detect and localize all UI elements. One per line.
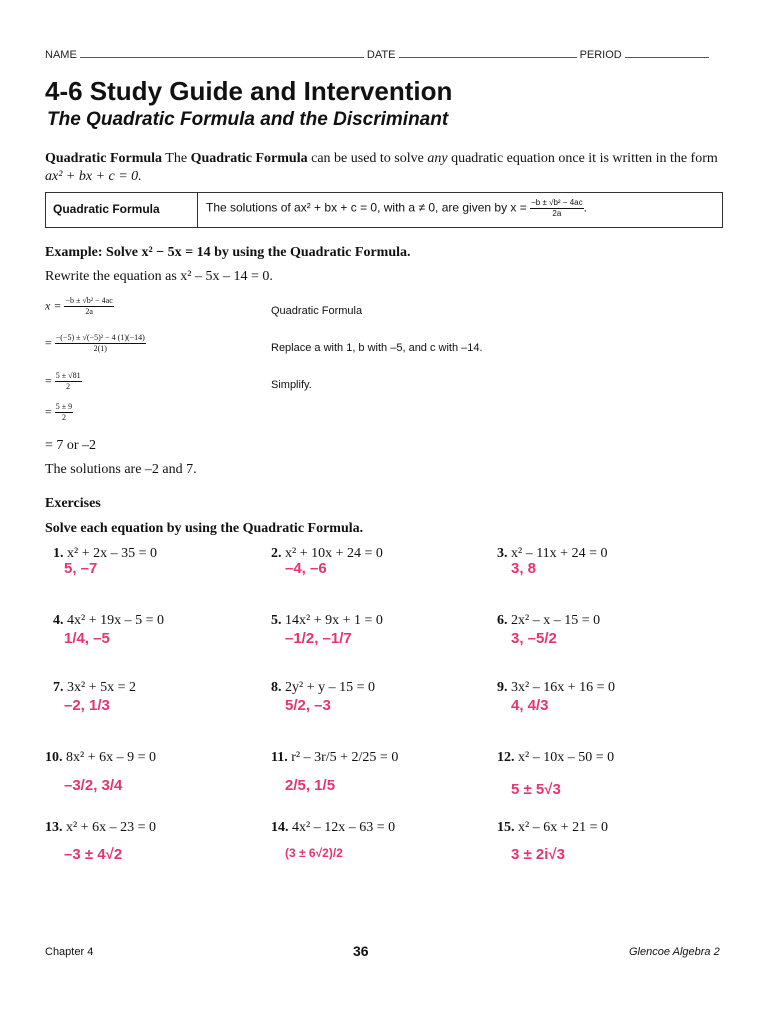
exercise-number: 6. — [497, 613, 508, 628]
formula-box-label: Quadratic Formula — [53, 202, 160, 216]
exercise-equation: r² – 3r/5 + 2/25 = 0 — [291, 750, 399, 765]
exercise-equation: x² – 6x + 21 = 0 — [518, 820, 608, 835]
exercise-item — [497, 613, 600, 629]
exercise-answer: 5/2, –3 — [285, 697, 331, 714]
step-denominator: 2(1) — [93, 344, 107, 353]
formula-box — [45, 192, 723, 228]
exercise-answer: –3/2, 3/4 — [64, 777, 123, 794]
example-conclusion: The solutions are –2 and 7. — [45, 462, 197, 477]
period-label: PERIOD — [579, 49, 622, 61]
exercise-number: 1. — [53, 546, 64, 561]
exercise-answer: –1/2, –1/7 — [285, 630, 352, 647]
step-3 — [45, 372, 82, 391]
step-fraction — [64, 297, 113, 316]
step-numerator: −(−5) ± √(−5)² − 4 (1)(−14) — [55, 333, 145, 342]
date-label: DATE — [366, 49, 396, 61]
step-3-note: Simplify. — [271, 379, 312, 391]
exercise-answer: 4, 4/3 — [511, 697, 549, 714]
exercise-number: 7. — [53, 680, 64, 695]
exercise-answer: –2, 1/3 — [64, 697, 110, 714]
step-fraction — [55, 372, 82, 391]
exercise-number: 13. — [45, 820, 63, 835]
name-label: NAME — [45, 49, 77, 61]
exercise-answer: (3 ± 6√2)/2 — [285, 846, 343, 860]
step-numerator: 5 ± √81 — [55, 371, 81, 380]
intro-emphasis: any — [427, 151, 448, 166]
exercise-equation: x² – 11x + 24 = 0 — [511, 546, 608, 561]
intro-form: ax² + bx + c = 0. — [45, 169, 142, 184]
footer-page-number: 36 — [353, 943, 369, 959]
exercise-equation: 2y² + y – 15 = 0 — [285, 680, 375, 695]
exercise-equation: x² + 2x – 35 = 0 — [67, 546, 157, 561]
exercise-answer: –3 ± 4√2 — [64, 846, 123, 863]
exercise-answer: 3 ± 2i√3 — [511, 846, 565, 863]
exercise-item — [45, 750, 156, 766]
intro-bold-term: Quadratic Formula — [190, 151, 308, 166]
exercise-number: 3. — [497, 546, 508, 561]
footer-book: Glencoe Algebra 2 — [629, 946, 720, 958]
formula-numerator: −b ± √b² − 4ac — [531, 198, 583, 207]
step-2 — [45, 334, 146, 353]
step-numerator: 5 ± 9 — [55, 402, 73, 411]
exercise-answer: 5, –7 — [64, 560, 98, 577]
formula-fraction — [530, 199, 583, 218]
exercise-answer: 1/4, –5 — [64, 630, 110, 647]
intro-heading: Quadratic Formula — [45, 151, 163, 166]
exercise-equation: 2x² – x – 15 = 0 — [511, 613, 601, 628]
intro-paragraph — [45, 150, 725, 186]
exercise-answer: 3, 8 — [511, 560, 537, 577]
exercise-equation: x² + 10x + 24 = 0 — [285, 546, 383, 561]
date-blank[interactable] — [399, 47, 577, 58]
step-numerator: −b ± √b² − 4ac — [65, 296, 113, 305]
exercise-number: 12. — [497, 750, 515, 765]
formula-box-label-cell — [46, 193, 198, 227]
step-lhs: = — [45, 404, 52, 419]
formula-period: . — [583, 200, 587, 215]
exercise-number: 10. — [45, 750, 63, 765]
step-1 — [45, 297, 114, 316]
intro-text: The — [165, 151, 188, 166]
page-title: 4-6 Study Guide and Intervention — [45, 76, 453, 106]
exercise-item — [53, 613, 164, 629]
step-4 — [45, 403, 73, 422]
exercise-number: 5. — [271, 613, 282, 628]
exercise-number: 2. — [271, 546, 282, 561]
exercise-number: 15. — [497, 820, 515, 835]
exercise-answer: –4, –6 — [285, 560, 327, 577]
exercises-heading: Exercises — [45, 496, 101, 511]
step-denominator: 2a — [85, 307, 93, 316]
page-subtitle: The Quadratic Formula and the Discriminant — [47, 109, 449, 130]
exercise-equation: 4x² + 19x – 5 = 0 — [67, 613, 164, 628]
step-fraction — [55, 403, 73, 422]
step-1-note: Quadratic Formula — [271, 305, 363, 317]
exercise-number: 14. — [271, 820, 289, 835]
name-blank[interactable] — [80, 47, 364, 58]
example-heading: Example: Solve x² − 5x = 14 by using the Quadratic Formula. — [45, 245, 411, 260]
exercise-equation: 3x² + 5x = 2 — [67, 680, 136, 695]
exercise-item — [497, 680, 615, 696]
exercise-equation: 8x² + 6x – 9 = 0 — [66, 750, 156, 765]
header-fields — [45, 47, 725, 61]
footer-chapter: Chapter 4 — [45, 946, 94, 958]
step-2-note: Replace a with 1, b with –5, and c with –14. — [271, 342, 483, 354]
exercise-item — [271, 680, 375, 696]
exercise-item — [271, 820, 395, 836]
exercise-equation: x² – 10x – 50 = 0 — [518, 750, 615, 765]
step-lhs: = — [45, 373, 52, 388]
exercises-instruction: Solve each equation by using the Quadratic Formula. — [45, 521, 364, 536]
step-lhs: x = — [45, 298, 62, 313]
exercise-number: 11. — [271, 750, 288, 765]
step-denominator: 2 — [66, 382, 71, 391]
example-result: = 7 or –2 — [45, 438, 97, 453]
exercise-equation: x² + 6x – 23 = 0 — [66, 820, 156, 835]
exercise-answer: 2/5, 1/5 — [285, 777, 336, 794]
exercise-item — [271, 613, 383, 629]
example-rewrite: Rewrite the equation as x² – 5x – 14 = 0. — [45, 269, 273, 284]
step-lhs: = — [45, 335, 52, 350]
exercise-item — [497, 750, 614, 766]
intro-text: quadratic equation once it is written in the form — [451, 151, 718, 166]
exercise-item — [53, 680, 136, 696]
intro-text: can be used to solve — [311, 151, 424, 166]
formula-denominator: 2a — [552, 209, 562, 218]
exercise-item — [497, 820, 608, 836]
exercise-equation: 3x² – 16x + 16 = 0 — [511, 680, 615, 695]
exercise-number: 4. — [53, 613, 64, 628]
exercise-answer: 5 ± 5√3 — [511, 781, 561, 798]
step-fraction — [55, 334, 146, 353]
exercise-item — [45, 820, 156, 836]
exercise-number: 8. — [271, 680, 282, 695]
step-denominator: 2 — [61, 413, 66, 422]
exercise-number: 9. — [497, 680, 508, 695]
formula-box-statement: The solutions of ax² + bx + c = 0, with a ≠ 0, are given by x = — [206, 200, 527, 215]
exercise-answer: 3, –5/2 — [511, 630, 557, 647]
exercise-item — [271, 750, 398, 766]
formula-box-text — [206, 199, 587, 218]
period-blank[interactable] — [625, 47, 709, 58]
exercise-equation: 14x² + 9x + 1 = 0 — [285, 613, 383, 628]
exercise-equation: 4x² – 12x – 63 = 0 — [292, 820, 396, 835]
